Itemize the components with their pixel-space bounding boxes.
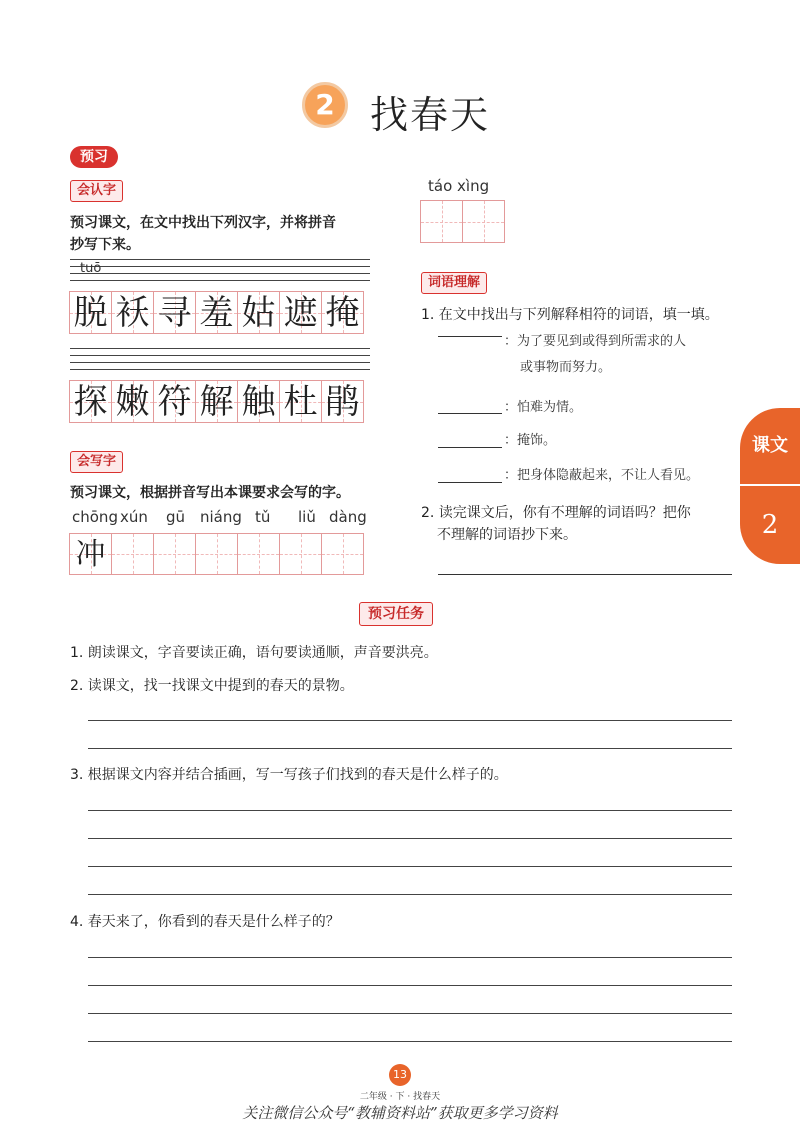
char-cell: 姑 (237, 291, 280, 334)
vocab-def-1a: ：为了要见到或得到所需求的人 (504, 334, 687, 349)
answer-blank[interactable] (438, 336, 502, 337)
write-cell[interactable] (462, 200, 505, 243)
vocab-badge: 词语理解 (421, 272, 487, 294)
answer-line[interactable] (88, 866, 732, 867)
extra-write-grid[interactable] (421, 200, 505, 243)
answer-line[interactable] (88, 1013, 732, 1014)
example-pinyin: tuō (80, 261, 102, 276)
answer-line[interactable] (88, 957, 732, 958)
extra-pinyin: táo xìng (428, 177, 490, 195)
write-cell[interactable] (153, 533, 196, 575)
char-cell: 嫩 (111, 380, 154, 423)
answer-line[interactable] (88, 1041, 732, 1042)
write-grid[interactable] (70, 533, 364, 575)
lesson-title: 找春天 (370, 93, 491, 137)
vocab-def-2: ：怕难为情。 (504, 400, 583, 415)
answer-line[interactable] (438, 574, 732, 575)
page-number: 13 (389, 1064, 411, 1086)
recognize-row-2 (70, 380, 364, 423)
answer-line[interactable] (88, 985, 732, 986)
char-cell: 触 (237, 380, 280, 423)
answer-line[interactable] (88, 810, 732, 811)
answer-blank[interactable] (438, 482, 502, 483)
task-4: 4. 春天来了，你看到的春天是什么样子的？ (70, 914, 340, 930)
vocab-q2-2: 不理解的词语抄下来。 (437, 527, 577, 543)
char-cell: 袄 (111, 291, 154, 334)
write-badge: 会写字 (70, 451, 123, 473)
write-cell[interactable] (237, 533, 280, 575)
pinyin-label: liǔ (298, 508, 316, 526)
pinyin-label: dàng (329, 508, 367, 526)
vocab-def-3: ：掩饰。 (504, 433, 557, 448)
task-1: 1. 朗读课文，字音要读正确，语句要读通顺，声音要洪亮。 (70, 645, 438, 661)
write-cell[interactable] (195, 533, 238, 575)
task-3: 3. 根据课文内容并结合插画，写一写孩子们找到的春天是什么样子的。 (70, 767, 508, 783)
answer-blank[interactable] (438, 413, 502, 414)
side-tab-number: 2 (740, 486, 800, 564)
answer-line[interactable] (88, 838, 732, 839)
vocab-def-1b: 或事物而努力。 (520, 360, 612, 375)
char-cell: 符 (153, 380, 196, 423)
recognize-row-1 (70, 291, 364, 334)
pinyin-label: tǔ (255, 508, 271, 526)
side-tab-label: 课文 (740, 408, 800, 484)
char-cell: 杜 (279, 380, 322, 423)
char-cell: 鹃 (321, 380, 364, 423)
write-pinyin-row (70, 508, 370, 530)
pinyin-label: gū (166, 508, 186, 526)
char-cell: 掩 (321, 291, 364, 334)
recognize-instruction-2: 抄写下来。 (70, 237, 140, 253)
task-2: 2. 读课文，找一找课文中提到的春天的景物。 (70, 678, 354, 694)
answer-line[interactable] (88, 720, 732, 721)
recognize-instruction-1: 预习课文，在文中找出下列汉字，并将拼音 (70, 215, 336, 231)
lesson-number: 2 (302, 82, 348, 128)
pinyin-label: xún (120, 508, 148, 526)
recognize-badge: 会认字 (70, 180, 123, 202)
answer-line[interactable] (88, 894, 732, 895)
char-cell: 遮 (279, 291, 322, 334)
write-cell[interactable]: 冲 (69, 533, 112, 575)
footer-note: 关注微信公众号“教辅资料站”获取更多学习资料 (242, 1104, 558, 1122)
vocab-def-4: ：把身体隐蔽起来，不让人看见。 (504, 468, 700, 483)
write-cell[interactable] (111, 533, 154, 575)
answer-line[interactable] (88, 748, 732, 749)
preview-badge: 预习 (70, 146, 118, 168)
char-cell: 羞 (195, 291, 238, 334)
write-cell[interactable] (279, 533, 322, 575)
write-cell[interactable] (321, 533, 364, 575)
vocab-q1: 1. 在文中找出与下列解释相符的词语，填一填。 (421, 307, 719, 323)
char-cell: 脱 (69, 291, 112, 334)
char-cell: 解 (195, 380, 238, 423)
pinyin-label: chōng (72, 508, 118, 526)
write-cell[interactable] (420, 200, 463, 243)
pinyin-label: niáng (200, 508, 242, 526)
write-instruction: 预习课文，根据拼音写出本课要求会写的字。 (70, 485, 350, 501)
vocab-q2-1: 2. 读完课文后，你有不理解的词语吗？把你 (421, 505, 691, 521)
footer-caption: 二年级 · 下 · 找春天 (359, 1092, 441, 1102)
char-cell: 寻 (153, 291, 196, 334)
answer-blank[interactable] (438, 447, 502, 448)
char-cell: 探 (69, 380, 112, 423)
tasks-badge: 预习任务 (359, 602, 433, 626)
